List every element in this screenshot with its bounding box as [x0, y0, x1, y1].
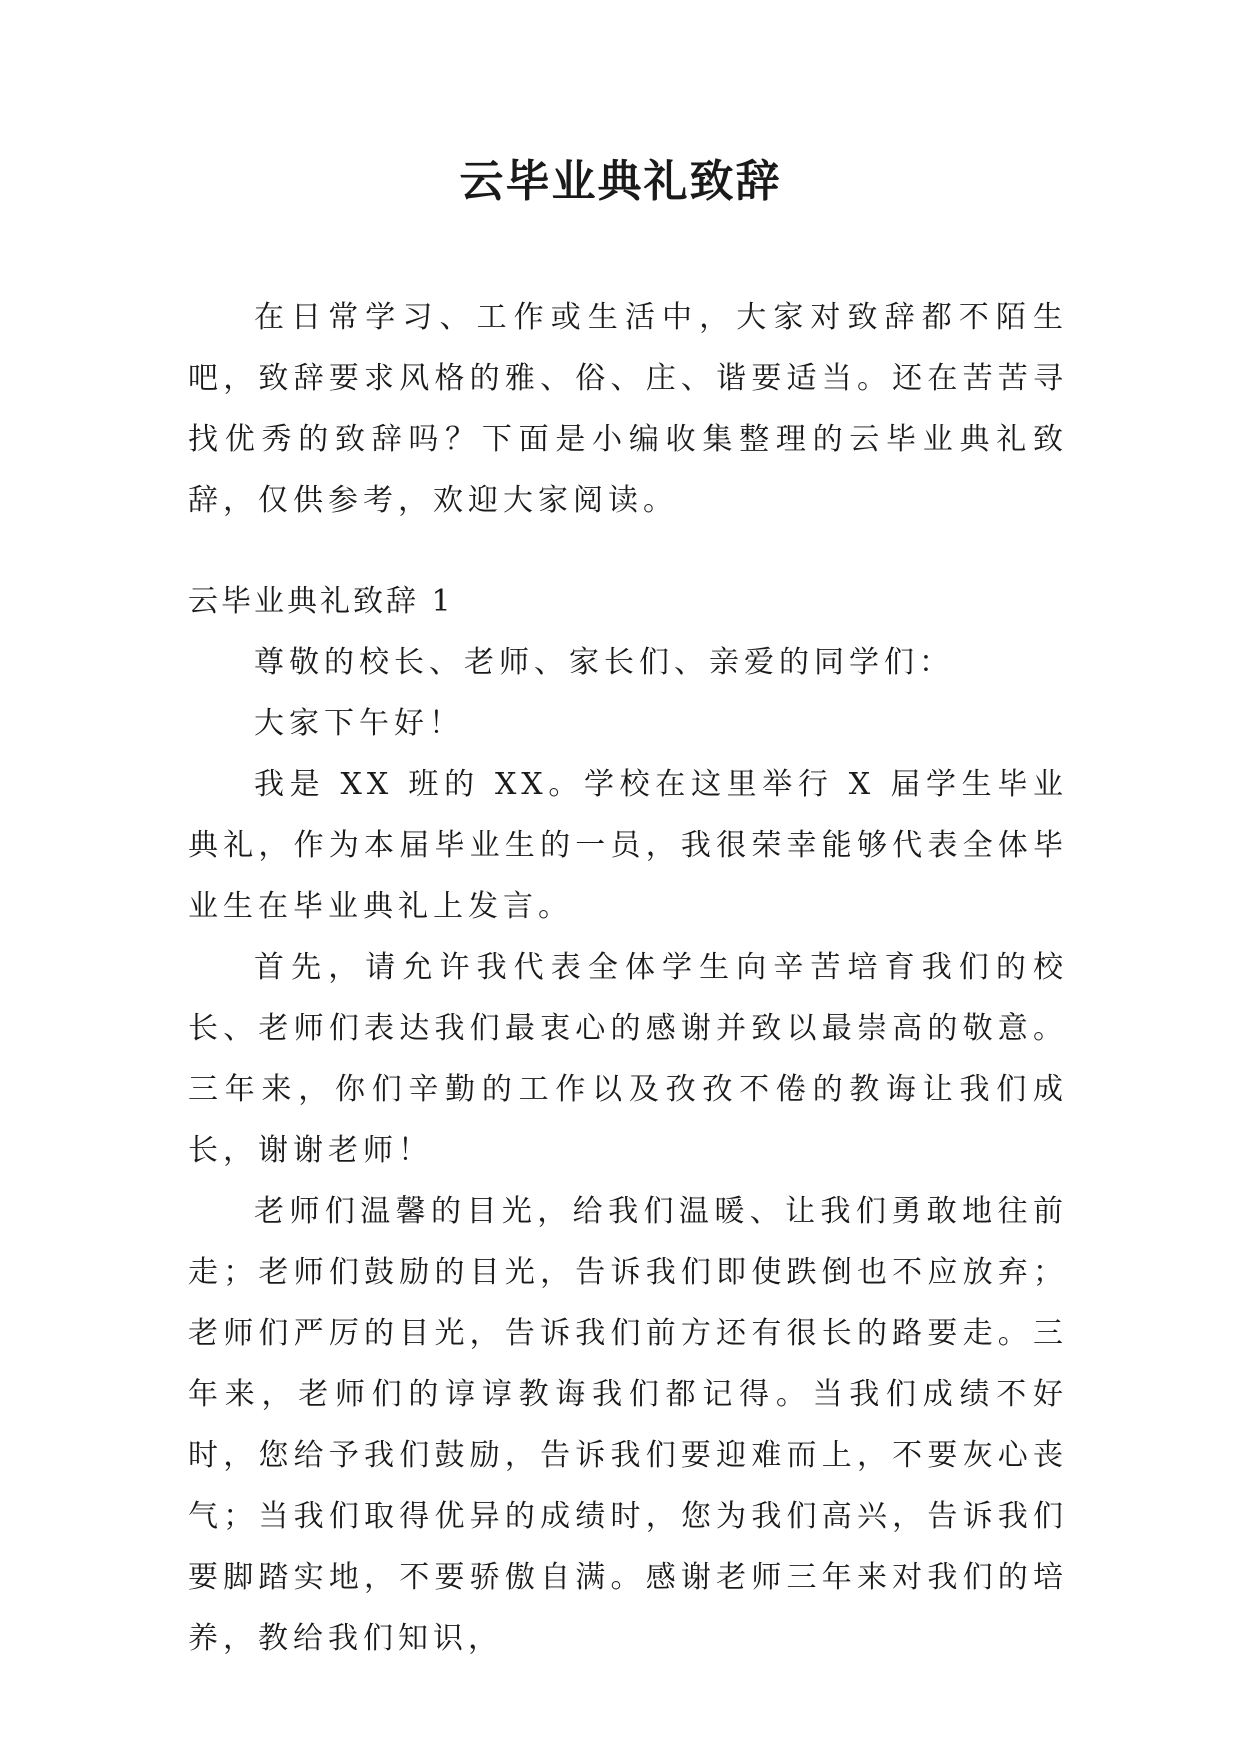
body-paragraph-2: 首先，请允许我代表全体学生向辛苦培育我们的校长、老师们表达我们最衷心的感谢并致以最崇高的敬意。三年来，你们辛勤的工作以及孜孜不倦的教诲让我们成长，谢谢老师！	[188, 950, 1068, 1168]
document-body	[188, 287, 1068, 1669]
body-paragraph-3: 老师们温馨的目光，给我们温暖、让我们勇敢地往前走；老师们鼓励的目光，告诉我们即使跌倒也不应放弃；老师们严厉的目光，告诉我们前方还有很长的路要走。三年来，老师们的谆谆教诲我们都记得。当我们成绩不好时，您给予我们鼓励，告诉我们要迎难而上，不要灰心丧气；当我们取得优异的成绩时，您为我们高兴，告诉我们要脚踏实地，不要骄傲自满。感谢老师三年来对我们的培养，教给我们知识，	[188, 1194, 1068, 1656]
section-heading: 云毕业典礼致辞 1	[188, 584, 454, 619]
intro-paragraph: 在日常学习、工作或生活中，大家对致辞都不陌生吧，致辞要求风格的雅、俗、庄、谐要适当。还在苦苦寻找优秀的致辞吗？下面是小编收集整理的云毕业典礼致辞，仅供参考，欢迎大家阅读。	[188, 300, 1068, 518]
greeting-paragraph: 大家下午好！	[254, 706, 464, 741]
salutation-paragraph: 尊敬的校长、老师、家长们、亲爱的同学们：	[254, 645, 954, 680]
document-title: 云毕业典礼致辞	[459, 156, 782, 207]
body-paragraph-1: 我是 XX 班的 XX。学校在这里举行 X 届学生毕业典礼，作为本届毕业生的一员，我很荣幸能够代表全体毕业生在毕业典礼上发言。	[188, 767, 1068, 924]
